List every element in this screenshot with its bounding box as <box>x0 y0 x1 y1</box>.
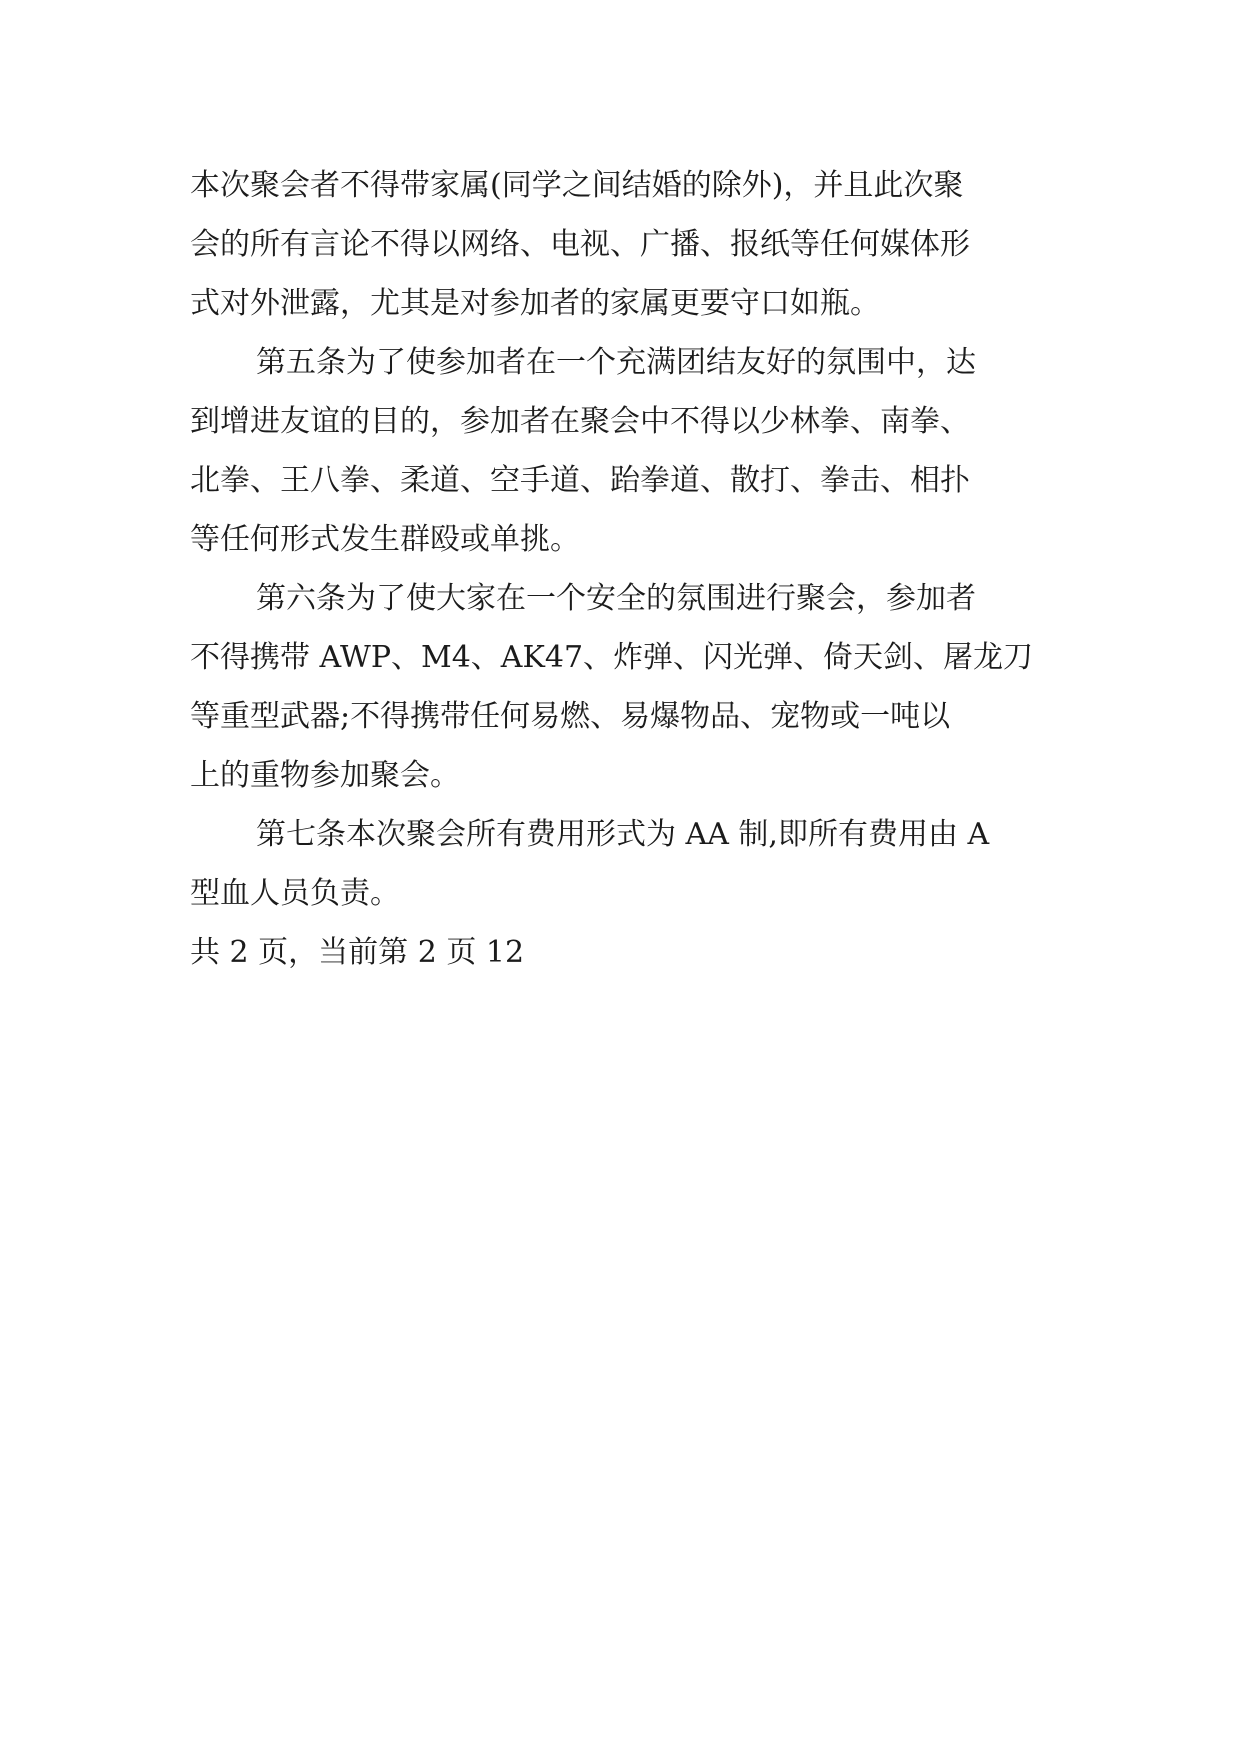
text-line: 等任何形式发生群殴或单挑。 <box>190 522 580 557</box>
text-line: 北拳、王八拳、柔道、空手道、跆拳道、散打、拳击、相扑 <box>190 463 970 498</box>
text-line: 到增进友谊的目的，参加者在聚会中不得以少林拳、南拳、 <box>190 404 970 439</box>
text-line: 不得携带 AWP、M4、AK47、炸弹、闪光弹、倚天剑、屠龙刀 <box>190 640 1034 675</box>
text-line: 型血人员负责。 <box>190 876 400 911</box>
text-line: 式对外泄露，尤其是对参加者的家属更要守口如瓶。 <box>190 286 880 321</box>
text-line: 等重型武器;不得携带任何易燃、易爆物品、宠物或一吨以 <box>190 699 951 734</box>
text-line: 第五条为了使参加者在一个充满团结友好的氛围中，达 <box>256 345 976 380</box>
text-line: 第六条为了使大家在一个安全的氛围进行聚会，参加者 <box>256 581 976 616</box>
page-footer: 共 2 页，当前第 2 页 12 <box>190 935 525 970</box>
text-line: 会的所有言论不得以网络、电视、广播、报纸等任何媒体形 <box>190 227 970 262</box>
text-line: 第七条本次聚会所有费用形式为 AA 制,即所有费用由 A <box>256 817 990 852</box>
text-line: 本次聚会者不得带家属(同学之间结婚的除外)，并且此次聚 <box>190 168 964 203</box>
text-line: 上的重物参加聚会。 <box>190 758 460 793</box>
